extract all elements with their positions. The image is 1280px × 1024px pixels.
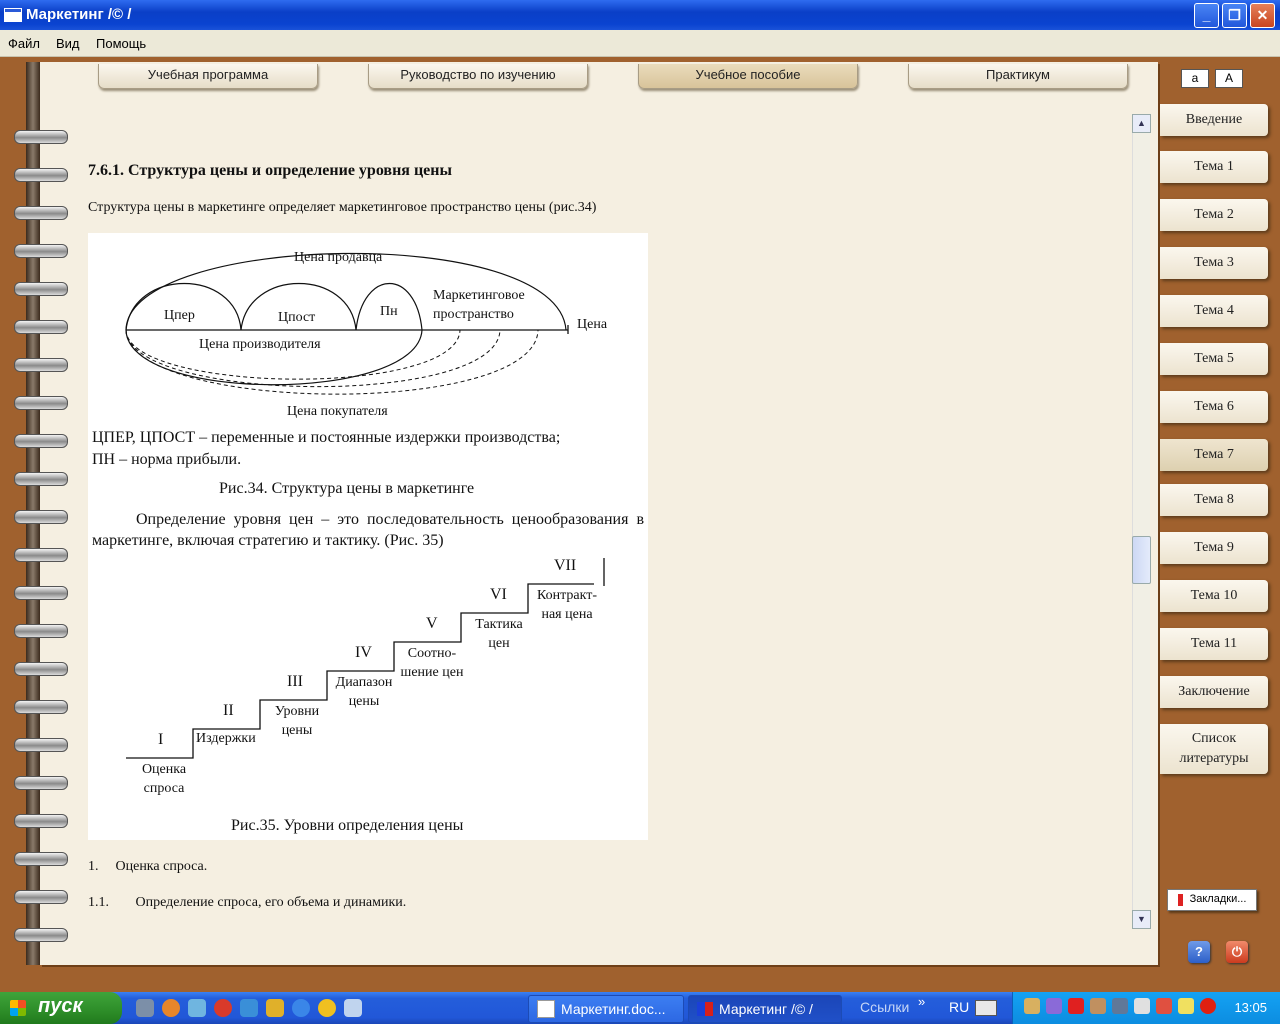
spiral-ring (14, 662, 68, 676)
producer-price-label: Цена производителя (199, 337, 321, 352)
language-indicator[interactable]: RU (949, 999, 970, 1015)
spiral-ring (14, 890, 68, 904)
tray-volume-icon[interactable] (1090, 998, 1106, 1014)
tray-security-icon[interactable] (1156, 998, 1172, 1014)
scroll-up-arrow-icon[interactable]: ▲ (1132, 114, 1151, 133)
content-area (88, 112, 1128, 932)
tray-network-icon[interactable] (1024, 998, 1040, 1014)
window-title: Маркетинг /© / (26, 6, 132, 23)
spiral-ring (14, 282, 68, 296)
step-7-label-line1: Контракт- (536, 588, 598, 603)
fig35-caption: Рис.35. Уровни определения цены (231, 817, 464, 834)
spiral-ring (14, 814, 68, 828)
spiral-ring (14, 700, 68, 714)
seller-price-label: Цена продавца (294, 250, 383, 265)
tray-mail-icon[interactable] (1178, 998, 1194, 1014)
step-6-number: VI (490, 586, 507, 603)
side-tab-topic-4[interactable]: Тема 4 (1160, 295, 1268, 327)
close-button[interactable]: ✕ (1250, 3, 1275, 28)
taskbar-item-word[interactable] (528, 995, 684, 1023)
spiral-ring (14, 206, 68, 220)
step-4-label-line1: Диапазон (335, 675, 393, 690)
cconst-label: Цпост (278, 310, 316, 325)
levels-paragraph: Определение уровня цен – это последовательность ценообразования в маркетинге, включая стратегию и тактику. (Рис. 35) (92, 511, 644, 549)
side-tab-topic-3[interactable]: Тема 3 (1160, 247, 1268, 279)
list-item-number: 1. (88, 859, 99, 874)
spiral-ring (14, 434, 68, 448)
cvar-label: Цпер (164, 308, 195, 323)
step-2-number: II (223, 702, 234, 719)
step-1-label-line2: спроса (143, 781, 185, 796)
buyer-price-label: Цена покупателя (287, 404, 388, 419)
side-tab-topic-9[interactable]: Тема 9 (1160, 532, 1268, 564)
show-desktop-icon[interactable] (136, 999, 154, 1017)
menu-bar (0, 30, 1280, 57)
step-7-label-line2: ная цена (541, 607, 593, 622)
intro-paragraph: Структура цены в маркетинге определяет маркетинговое пространство цены (рис.34) (88, 200, 597, 215)
minimize-button[interactable]: _ (1194, 3, 1219, 28)
side-tab-intro[interactable]: Введение (1160, 104, 1268, 136)
app-icon (4, 8, 22, 22)
media-icon[interactable] (266, 999, 284, 1017)
app-window-icon (697, 1002, 713, 1016)
list-item-text: Оценка спроса. (115, 859, 208, 874)
firefox-icon[interactable] (162, 999, 180, 1017)
keyboard-icon[interactable] (975, 1000, 997, 1016)
fig34-legend-profit: ПН – норма прибыли. (92, 451, 242, 468)
spiral-ring (14, 510, 68, 524)
title-bar (0, 0, 1280, 30)
step-2-label: Издержки (196, 731, 256, 746)
step-3-label-line1: Уровни (274, 704, 320, 719)
scroll-down-arrow-icon[interactable]: ▼ (1132, 910, 1151, 929)
step-1-number: I (158, 731, 164, 748)
side-tab-topic-2[interactable]: Тема 2 (1160, 199, 1268, 231)
profit-label: Пн (380, 304, 398, 319)
font-small-button[interactable]: a (1181, 69, 1209, 88)
tab-study-guide[interactable]: Руководство по изучению (368, 64, 588, 89)
scroll-thumb[interactable] (1132, 536, 1151, 584)
step-7-number: VII (554, 557, 577, 574)
side-tab-topic-11[interactable]: Тема 11 (1160, 628, 1268, 660)
explorer-icon[interactable] (344, 999, 362, 1017)
taskbar-item-marketing-label: Маркетинг /© / (719, 1001, 813, 1017)
side-tab-topic-10[interactable]: Тема 10 (1160, 580, 1268, 612)
spiral-ring (14, 586, 68, 600)
links-toolbar[interactable]: Ссылки (860, 999, 910, 1015)
spiral-ring (14, 472, 68, 486)
spiral-ring (14, 130, 68, 144)
step-6-label-line1: Тактика (475, 617, 523, 632)
side-tab-topic-6[interactable]: Тема 6 (1160, 391, 1268, 423)
menu-help[interactable]: Помощь (96, 36, 147, 51)
step-4-label-line2: цены (348, 694, 380, 709)
step-5-label-line2: шение цен (400, 665, 464, 680)
links-chevron-icon[interactable]: » (918, 994, 926, 1009)
vertical-scrollbar[interactable] (1132, 114, 1150, 928)
figure-34-35 (88, 233, 648, 840)
font-large-button[interactable]: A (1215, 69, 1243, 88)
side-tab-conclusion[interactable]: Заключение (1160, 676, 1268, 708)
bookmarks-label: Закладки... (1189, 893, 1247, 905)
spiral-ring (14, 244, 68, 258)
word-doc-icon (537, 1000, 555, 1018)
start-label: пуск (38, 995, 83, 1017)
maximize-button[interactable]: ❐ (1222, 3, 1247, 28)
spiral-ring (14, 548, 68, 562)
step-1-label (131, 760, 197, 798)
list-item-text: Определение спроса, его объема и динамики. (135, 895, 407, 910)
clock: 13:05 (1234, 1000, 1267, 1015)
side-tab-bibliography[interactable] (1160, 724, 1268, 774)
step-3-label-line2: цены (281, 723, 313, 738)
step-6-label (466, 615, 532, 653)
section-heading: 7.6.1. Структура цены и определение уровня цены (88, 162, 452, 179)
side-tab-topic-8[interactable]: Тема 8 (1160, 484, 1268, 516)
step-4-label (330, 673, 398, 711)
tray-settings-icon[interactable] (1112, 998, 1128, 1014)
step-7-label (530, 586, 604, 624)
spiral-ring (14, 624, 68, 638)
messenger-icon[interactable] (188, 999, 206, 1017)
tab-curriculum[interactable]: Учебная программа (98, 64, 318, 89)
list-item (88, 895, 406, 911)
side-tab-topic-7[interactable]: Тема 7 (1160, 439, 1268, 471)
step-5-number: V (426, 615, 438, 632)
spiral-ring (14, 396, 68, 410)
help-icon[interactable]: ? (1188, 941, 1210, 963)
fig34-caption: Рис.34. Структура цены в маркетинге (219, 480, 475, 497)
spiral-ring (14, 928, 68, 942)
fig34-legend-costs: ЦПЕР, ЦПОСТ – переменные и постоянные издержки производства; (92, 429, 561, 446)
price-label: Цена (577, 317, 608, 332)
menu-view[interactable]: Вид (56, 36, 80, 51)
spiral-ring (14, 776, 68, 790)
bookmarks-button[interactable] (1167, 889, 1257, 911)
tray-sync-icon[interactable] (1134, 998, 1150, 1014)
chrome-icon[interactable] (318, 999, 336, 1017)
opera-icon[interactable] (214, 999, 232, 1017)
step-6-label-line2: цен (488, 636, 510, 651)
side-tab-bibliography-label: Список литературы (1179, 731, 1249, 766)
tray-kaspersky-icon[interactable] (1068, 998, 1084, 1014)
side-tab-topic-5[interactable]: Тема 5 (1160, 343, 1268, 375)
side-tab-topic-1[interactable]: Тема 1 (1160, 151, 1268, 183)
menu-file[interactable]: Файл (8, 36, 40, 51)
step-5-label-line1: Соотно- (407, 646, 457, 661)
step-4-number: IV (355, 644, 372, 661)
spiral-ring (14, 852, 68, 866)
buyer-price-arc-3 (126, 330, 538, 394)
spiral-ring (14, 168, 68, 182)
step-3-label (264, 702, 330, 740)
tray-app-icon[interactable] (1046, 998, 1062, 1014)
marketing-space-label-2: пространство (433, 307, 514, 322)
list-item (88, 859, 207, 875)
marketing-space-label-1: Маркетинговое (433, 288, 525, 303)
taskbar-item-marketing[interactable] (688, 995, 842, 1023)
spiral-ring (14, 738, 68, 752)
windows-logo-icon (10, 1000, 26, 1016)
app-launcher-icon[interactable] (240, 999, 258, 1017)
spiral-ring (14, 320, 68, 334)
step-5-label (394, 644, 470, 682)
spiral-ring (14, 358, 68, 372)
tab-practicum[interactable]: Практикум (908, 64, 1128, 89)
step-3-number: III (287, 673, 303, 690)
tray-yandex-icon[interactable] (1200, 998, 1216, 1014)
power-icon[interactable]: ⏻ (1226, 941, 1248, 963)
start-button[interactable] (0, 992, 122, 1024)
internet-explorer-icon[interactable] (292, 999, 310, 1017)
list-item-number: 1.1. (88, 895, 109, 910)
tab-textbook[interactable]: Учебное пособие (638, 64, 858, 89)
taskbar-item-word-label: Маркетинг.doc... (561, 1001, 666, 1017)
step-1-label-line1: Оценка (141, 762, 187, 777)
